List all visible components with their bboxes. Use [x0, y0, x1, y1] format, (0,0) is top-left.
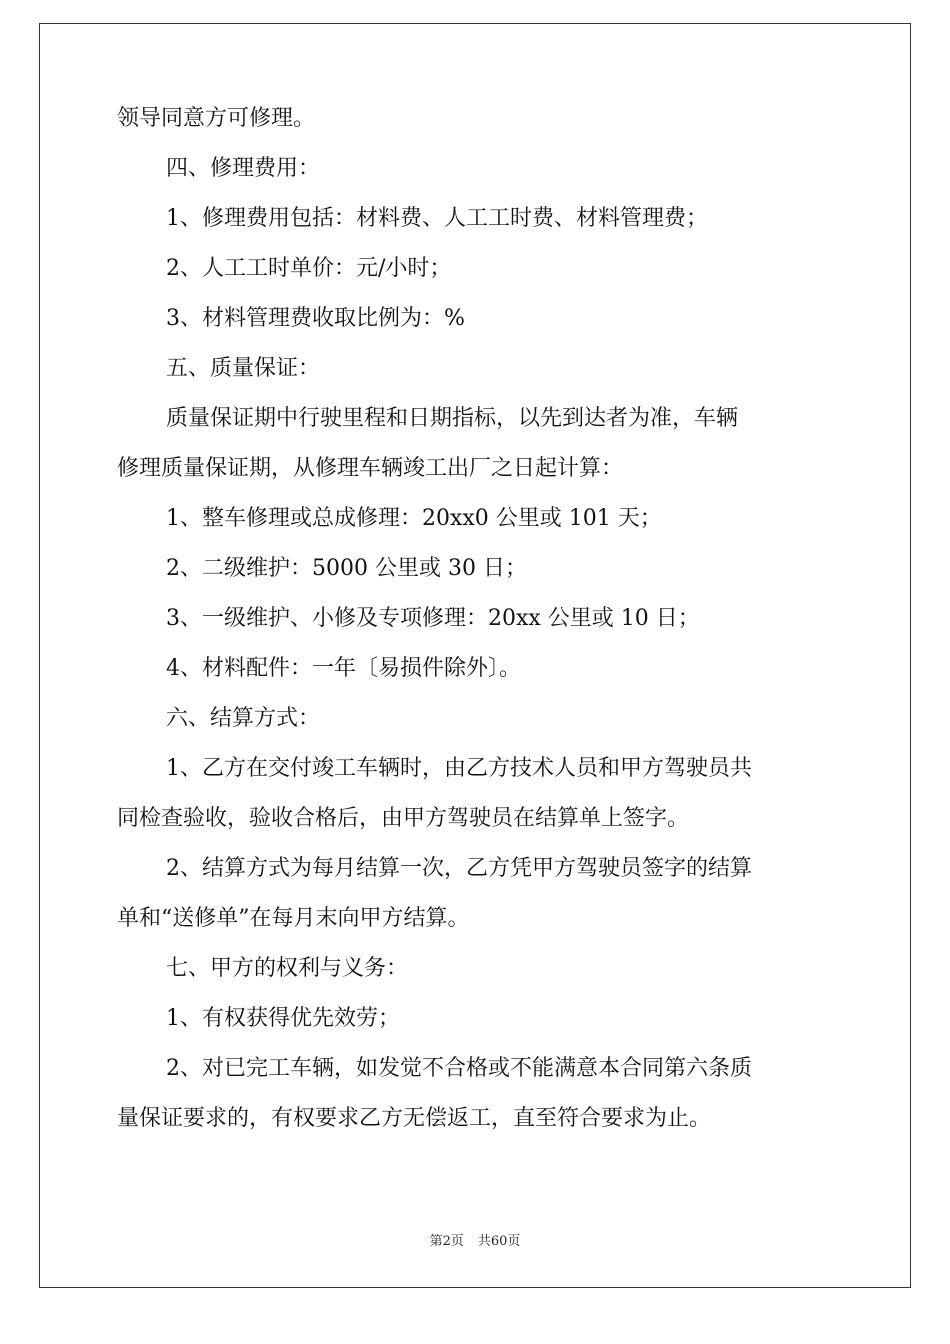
text-line: 四、修理费用：: [166, 156, 321, 181]
text-line: 修理质量保证期，从修理车辆竣工出厂之日起计算：: [117, 456, 624, 481]
text-line: 2、二级维护：5000 公里或 30 日；: [166, 556, 527, 581]
text-line: 4、材料配件：一年〔易损件除外〕。: [166, 656, 521, 681]
text-line: 2、对已完工车辆，如发觉不合格或不能满意本合同第六条质: [166, 1056, 752, 1081]
text-line: 单和“送修单”在每月末向甲方结算。: [117, 906, 470, 931]
text-line: 2、结算方式为每月结算一次，乙方凭甲方驾驶员签字的结算: [166, 856, 752, 881]
text-line: 七、甲方的权利与义务：: [166, 956, 409, 981]
text-line: 六、结算方式：: [166, 706, 321, 731]
page-total: 共60页: [477, 1234, 521, 1249]
text-line: 3、一级维护、小修及专项修理：20xx 公里或 10 日；: [166, 606, 700, 631]
text-line: 1、有权获得优先效劳；: [166, 1006, 400, 1031]
text-line: 质量保证期中行驶里程和日期指标，以先到达者为准，车辆: [166, 406, 739, 431]
text-line: 领导同意方可修理。: [117, 106, 316, 131]
text-line: 同检查验收，验收合格后，由甲方驾驶员在结算单上签字。: [117, 806, 690, 831]
text-line: 1、乙方在交付竣工车辆时，由乙方技术人员和甲方驾驶员共: [166, 756, 752, 781]
text-line: 2、人工工时单价：元/小时；: [166, 256, 452, 281]
text-line: 量保证要求的，有权要求乙方无偿返工，直至符合要求为止。: [117, 1106, 712, 1131]
document-body: [117, 94, 837, 1144]
text-line: 1、整车修理或总成修理：20xx0 公里或 101 天；: [166, 506, 662, 531]
text-line: 五、质量保证：: [166, 356, 321, 381]
page-number: 第2页: [429, 1234, 464, 1249]
page-footer: [0, 1230, 950, 1249]
text-line: 3、材料管理费收取比例为：%: [166, 306, 465, 331]
text-line: 1、修理费用包括：材料费、人工工时费、材料管理费；: [166, 206, 708, 231]
